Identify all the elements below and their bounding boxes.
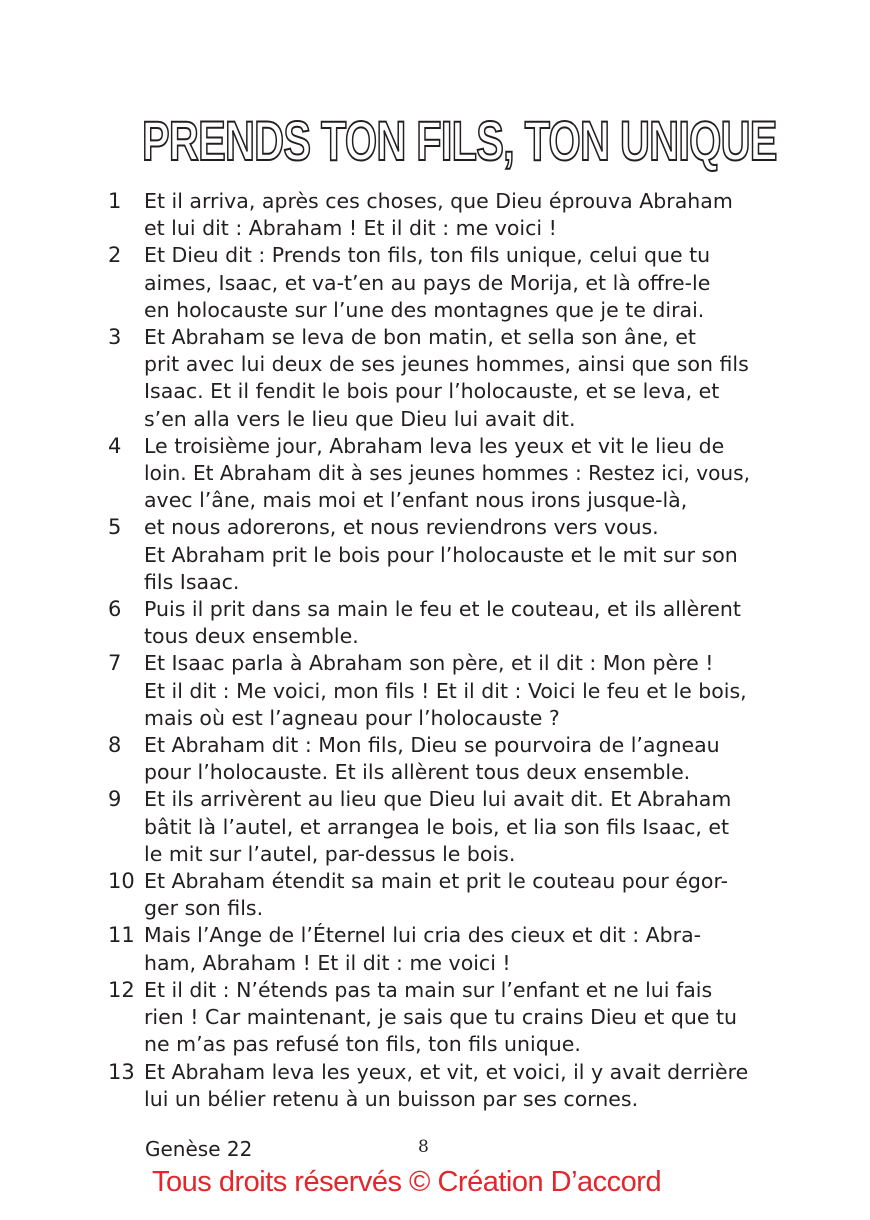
verse-line: et lui dit : Abraham ! Et il dit : me voici ! xyxy=(144,216,557,241)
verse-4 xyxy=(108,433,750,515)
verse-line: tous deux ensemble. xyxy=(144,624,359,649)
scripture-reference: Genèse 22 xyxy=(145,1137,253,1161)
verse-line: lui un bélier retenu à un buisson par ses cornes. xyxy=(144,1086,639,1111)
verse-line: Et Abraham dit : Mon fils, Dieu se pourvoira de l’agneau xyxy=(144,733,720,758)
verse-number: 5 xyxy=(108,515,122,540)
verse-list xyxy=(108,188,750,1113)
verse-6 xyxy=(108,596,750,650)
verse-text xyxy=(144,242,750,324)
verse-text xyxy=(144,977,750,1059)
copyright-notice: Tous droits réservés © Création D’accord xyxy=(152,1166,662,1198)
verse-text xyxy=(144,514,750,596)
verse-line: Et il dit : Me voici, mon fils ! Et il dit : Voici le feu et le bois, xyxy=(144,678,747,703)
verse-line: ger son fils. xyxy=(144,896,264,921)
verse-number: 1 xyxy=(108,189,122,213)
verse-line: mais où est l’agneau pour l’holocauste ? xyxy=(144,705,560,730)
verse-line: Mais l’Ange de l’Éternel lui cria des cieux et dit : Abra- xyxy=(144,923,702,948)
verse-number: 11 xyxy=(108,923,135,948)
verse-11 xyxy=(108,922,750,976)
verse-text xyxy=(144,324,750,433)
verse-line: le mit sur l’autel, par-dessus le bois. xyxy=(144,841,516,866)
verse-line: et nous adorerons, et nous reviendrons vers vous. xyxy=(144,515,659,540)
verse-line: Et Dieu dit : Prends ton fils, ton fils unique, celui que tu xyxy=(144,243,711,268)
verse-text xyxy=(144,188,750,242)
verse-line: ham, Abraham ! Et il dit : me voici ! xyxy=(144,950,511,975)
verse-3 xyxy=(108,324,750,433)
verse-text xyxy=(144,433,750,515)
verse-line: Et Abraham se leva de bon matin, et sella son âne, et xyxy=(144,325,696,350)
page-number: 8 xyxy=(418,1137,429,1157)
verse-text xyxy=(144,1059,750,1113)
verse-line: bâtit là l’autel, et arrangea le bois, et lia son fils Isaac, et xyxy=(144,814,730,839)
verse-10 xyxy=(108,868,750,922)
verse-12 xyxy=(108,977,750,1059)
verse-number: 7 xyxy=(108,651,122,676)
verse-line: Et Abraham leva les yeux, et vit, et voici, il y avait derrière xyxy=(144,1059,749,1084)
verse-text xyxy=(144,786,750,868)
verse-line: fils Isaac. xyxy=(144,569,240,594)
verse-line: Le troisième jour, Abraham leva les yeux et vit le lieu de xyxy=(144,433,725,458)
verse-13 xyxy=(108,1059,750,1113)
verse-text xyxy=(144,922,750,976)
verse-line: pour l’holocauste. Et ils allèrent tous deux ensemble. xyxy=(144,760,691,785)
verse-line: ne m’as pas refusé ton fils, ton fils unique. xyxy=(144,1032,581,1057)
verse-number: 6 xyxy=(108,597,122,622)
verse-line: Et Abraham étendit sa main et prit le couteau pour égor- xyxy=(144,869,728,894)
verse-5 xyxy=(108,514,750,596)
verse-text xyxy=(144,732,750,786)
verse-number: 12 xyxy=(108,977,135,1002)
verse-text xyxy=(144,868,750,922)
page-title: PRENDS TON FILS, TON UNIQUE xyxy=(142,109,777,172)
verse-9 xyxy=(108,786,750,868)
verse-line: Et il arriva, après ces choses, que Dieu éprouva Abraham xyxy=(144,189,733,213)
verse-number: 4 xyxy=(108,433,122,458)
verse-number: 2 xyxy=(108,243,122,268)
verse-line: Puis il prit dans sa main le feu et le couteau, et ils allèrent xyxy=(144,597,741,622)
verse-number: 9 xyxy=(108,787,122,812)
verse-line: loin. Et Abraham dit à ses jeunes hommes : Restez ici, vous, xyxy=(144,461,750,486)
verse-7 xyxy=(108,650,750,732)
verse-line: Isaac. Et il fendit le bois pour l’holocauste, et se leva, et xyxy=(144,379,720,404)
verse-line: aimes, Isaac, et va-t’en au pays de Morija, et là offre-le xyxy=(144,270,711,295)
verse-1 xyxy=(108,188,750,242)
verse-line: Et Abraham prit le bois pour l’holocauste et le mit sur son xyxy=(144,542,738,567)
verse-text xyxy=(144,650,750,732)
verse-line: rien ! Car maintenant, je sais que tu crains Dieu et que tu xyxy=(144,1005,738,1030)
verse-number: 13 xyxy=(108,1059,135,1084)
verse-text xyxy=(144,596,750,650)
verse-number: 8 xyxy=(108,733,122,758)
verse-line: prit avec lui deux de ses jeunes hommes, ainsi que son fils xyxy=(144,352,749,377)
verse-8 xyxy=(108,732,750,786)
verse-line: Et ils arrivèrent au lieu que Dieu lui avait dit. Et Abraham xyxy=(144,787,732,812)
verse-line: en holocauste sur l’une des montagnes que je te dirai. xyxy=(144,297,705,322)
verse-2 xyxy=(108,242,750,324)
verse-number: 10 xyxy=(108,869,135,894)
verse-line: Et il dit : N’étends pas ta main sur l’enfant et ne lui fais xyxy=(144,977,713,1002)
verse-line: avec l’âne, mais moi et l’enfant nous irons jusque-là, xyxy=(144,488,688,513)
verse-number: 3 xyxy=(108,325,122,350)
verse-line: Et Isaac parla à Abraham son père, et il dit : Mon père ! xyxy=(144,651,714,676)
verse-line: s’en alla vers le lieu que Dieu lui avait dit. xyxy=(144,406,576,431)
